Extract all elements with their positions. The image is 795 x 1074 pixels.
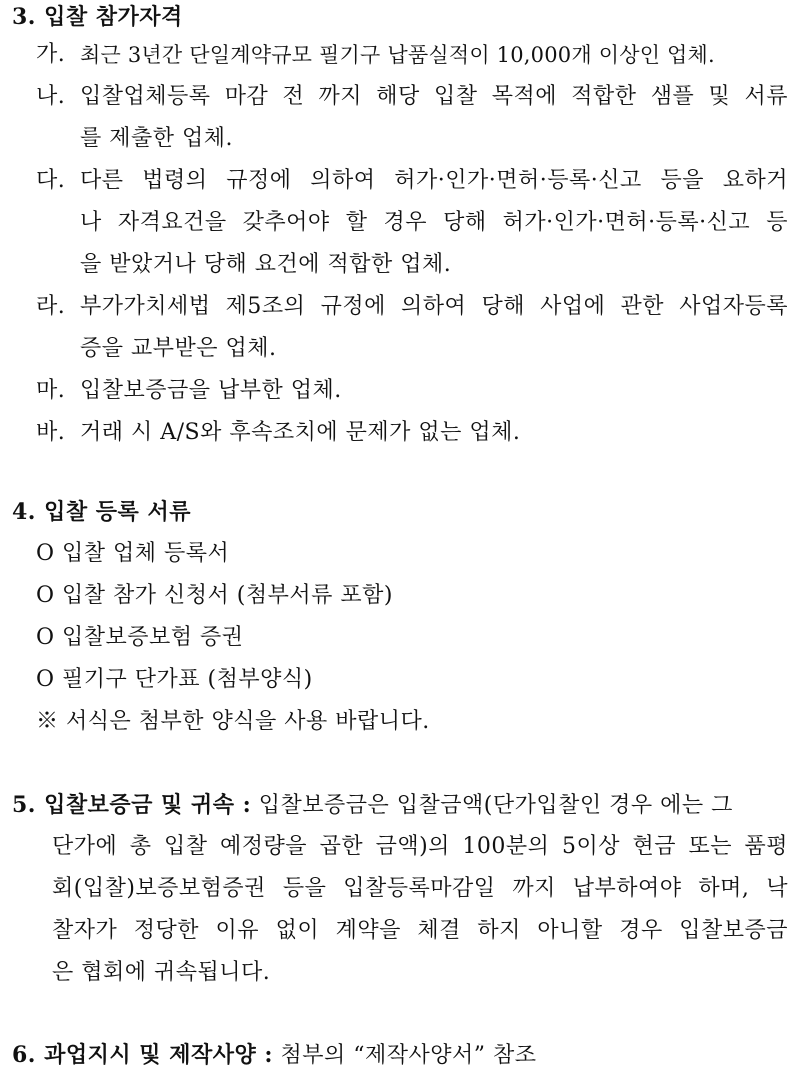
item-ba-text: 거래 시 A/S와 후속조치에 문제가 없는 업체. (80, 420, 521, 445)
item-ma-marker: 마. (36, 378, 66, 403)
list-item: O 필기구 단가표 (첨부양식) (36, 667, 313, 692)
section-6-heading: 6. 과업지시 및 제작사양 : (12, 1042, 273, 1068)
section-3-heading: 3. 입찰 참가자격 (12, 4, 183, 30)
item-da-line2: 나 자격요건을 갖추어야 할 경우 당해 허가·인가·면허·등록·신고 등 (80, 210, 788, 235)
item-ma-text: 입찰보증금을 납부한 업체. (80, 378, 342, 403)
note-text: ※ 서식은 첨부한 양식을 사용 바랍니다. (36, 709, 430, 734)
item-da-line1: 다른 법령의 규정에 의하여 허가·인가·면허·등록·신고 등을 요하거 (80, 168, 788, 193)
section-5-line2: 단가에 총 입찰 예정량을 곱한 금액)의 100분의 5이상 현금 또는 품평 (52, 834, 788, 859)
item-ga-text: 최근 3년간 단일계약규모 필기구 납품실적이 10,000개 이상인 업체. (80, 43, 715, 67)
item-ra-marker: 라. (36, 294, 66, 319)
item-ba-marker: 바. (36, 420, 66, 445)
section-5-line3: 회(입찰)보증보험증권 등을 입찰등록마감일 까지 납부하여야 하며, 낙 (52, 876, 788, 901)
item-da-line3: 을 받았거나 당해 요건에 적합한 업체. (80, 252, 452, 277)
item-ga-marker: 가. (36, 42, 66, 67)
item-na-line1: 입찰업체등록 마감 전 까지 해당 입찰 목적에 적합한 샘플 및 서류 (80, 84, 788, 109)
section-5-line4: 찰자가 정당한 이유 없이 계약을 체결 하지 아니할 경우 입찰보증금 (52, 918, 788, 943)
item-ra-line1: 부가가치세법 제5조의 규정에 의하여 당해 사업에 관한 사업자등록 (80, 294, 788, 319)
section-5-heading: 5. 입찰보증금 및 귀속 : (12, 792, 252, 818)
list-item: O 입찰 업체 등록서 (36, 541, 230, 566)
section-6-text: 첨부의 “제작사양서” 참조 (280, 1043, 537, 1068)
item-da-marker: 다. (36, 168, 66, 193)
item-ra-line2: 증을 교부받은 업체. (80, 336, 277, 361)
item-na-marker: 나. (36, 84, 66, 109)
section-5-line5: 은 협회에 귀속됩니다. (52, 960, 271, 985)
section-6-line (12, 1040, 537, 1071)
list-item: O 입찰보증보험 증권 (36, 625, 244, 650)
section-5-line1: 입찰보증금은 입찰금액(단가입찰인 경우 에는 그 (258, 793, 733, 818)
section-4-heading: 4. 입찰 등록 서류 (12, 499, 191, 525)
section-5-first-line (12, 790, 788, 820)
item-na-line2: 를 제출한 업체. (80, 126, 233, 151)
list-item: O 입찰 참가 신청서 (첨부서류 포함) (36, 583, 393, 608)
